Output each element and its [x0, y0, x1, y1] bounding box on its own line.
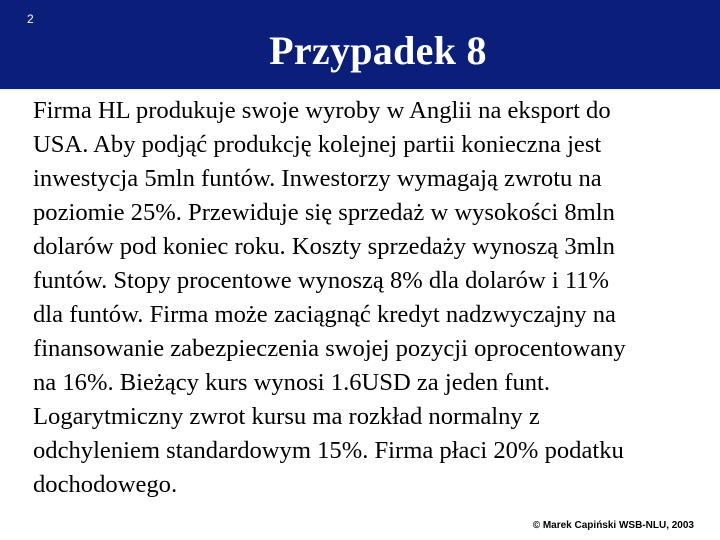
- copyright-footer: © Marek Capiński WSB-NLU, 2003: [532, 520, 694, 531]
- body-line: Firma HL produkuje swoje wyroby w Anglii na eksport do: [33, 97, 611, 124]
- slide-body: [33, 94, 713, 502]
- body-line: dla funtów. Firma może zaciągnąć kredyt nadzwyczajny na: [33, 301, 616, 328]
- slide-number: 2: [27, 12, 34, 26]
- body-line: USA. Aby podjąć produkcję kolejnej partii konieczna jest: [33, 131, 602, 158]
- body-line: odchyleniem standardowym 15%. Firma płaci 20% podatku: [33, 437, 624, 464]
- body-line: poziomie 25%. Przewiduje się sprzedaż w wysokości 8mln: [33, 199, 615, 226]
- body-line: na 16%. Bieżący kurs wynosi 1.6USD za jeden funt.: [33, 369, 551, 396]
- body-line: inwestycja 5mln funtów. Inwestorzy wymagają zwrotu na: [33, 165, 602, 192]
- slide-title: Przypadek 8: [269, 28, 487, 73]
- header-bar: [0, 0, 720, 89]
- body-line: dochodowego.: [33, 471, 178, 498]
- body-line: dolarów pod koniec roku. Koszty sprzedaży wynoszą 3mln: [33, 233, 615, 260]
- body-line: funtów. Stopy procentowe wynoszą 8% dla dolarów i 11%: [33, 267, 610, 294]
- body-line: Logarytmiczny zwrot kursu ma rozkład normalny z: [33, 403, 540, 430]
- body-line: finansowanie zabezpieczenia swojej pozycji oprocentowany: [33, 335, 626, 362]
